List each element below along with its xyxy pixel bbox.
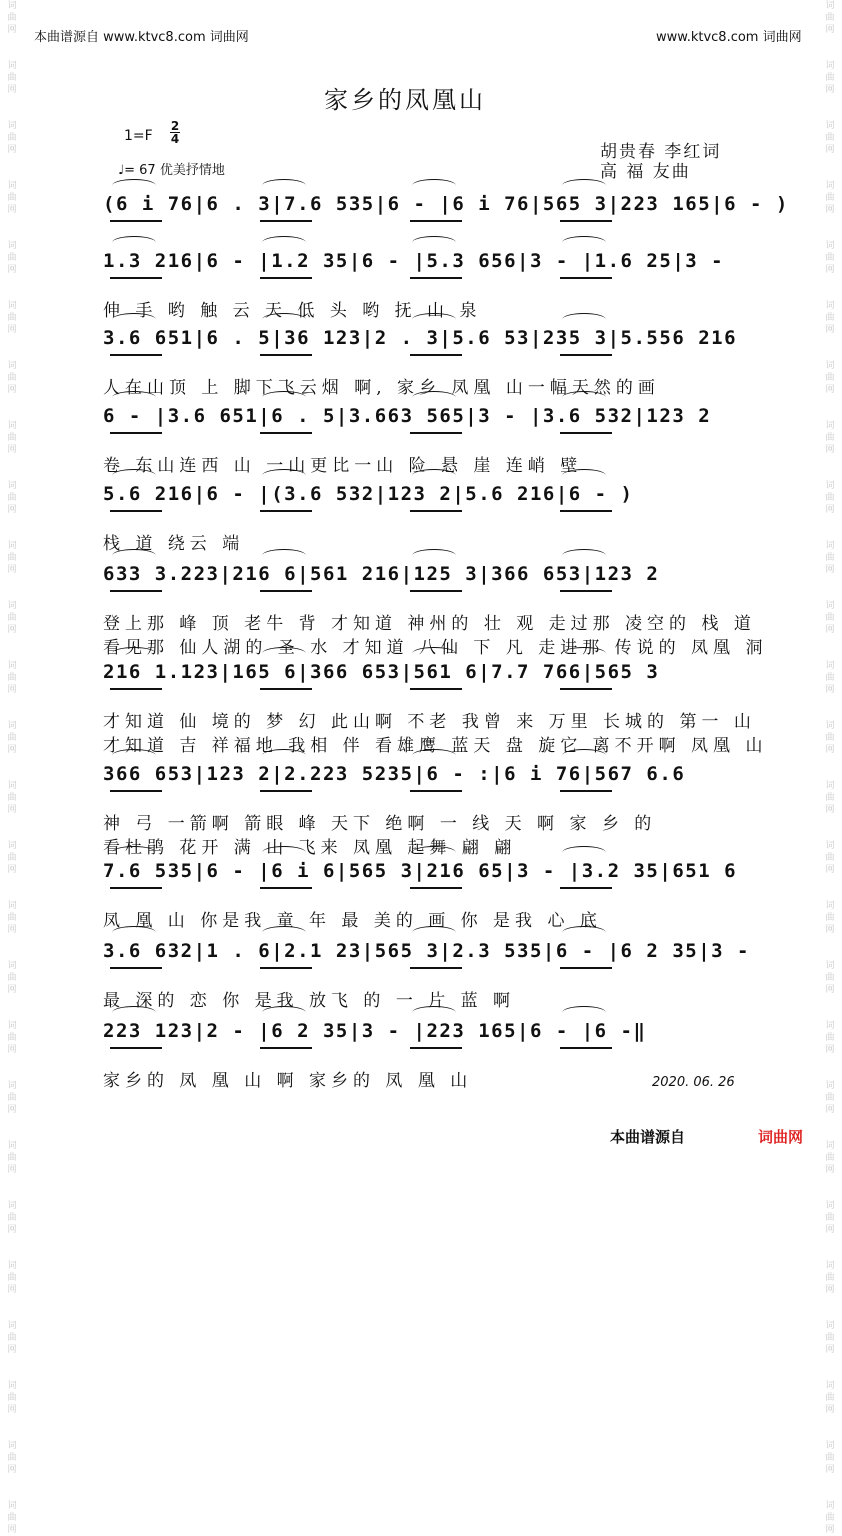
footer-source-label: 本曲谱源自: [610, 1128, 686, 1146]
slur-arc: [112, 391, 156, 404]
notation-line: 366 653|123 2|2.223 5235|6 - :|6 i 76|567 6.6: [103, 763, 686, 785]
page-title: 家乡的凤凰山: [324, 86, 486, 114]
slur-arc: [412, 391, 456, 404]
slur-arc: [562, 179, 606, 192]
beam-underline: [560, 887, 612, 889]
notation-line: 216 1.123|165 6|366 653|561 6|7.7 766|565 3: [103, 661, 660, 683]
beam-underline: [560, 967, 612, 969]
beam-underline: [560, 1047, 612, 1049]
slur-arc: [262, 549, 306, 562]
slur-arc: [112, 1006, 156, 1019]
score-row: [0, 563, 842, 658]
date: 2020. 06. 26: [652, 1075, 735, 1090]
beam-underline: [260, 790, 312, 792]
notation-line: 633 3.223|216 6|561 216|125 3|366 653|123 2: [103, 563, 660, 585]
footer-brand: 词曲网: [758, 1128, 804, 1146]
beam-underline: [260, 220, 312, 222]
slur-arc: [112, 469, 156, 482]
notation-line: 3.6 632|1 . 6|2.1 23|565 3|2.3 535|6 - |6 2 35|3 -: [103, 940, 750, 962]
slur-arc: [262, 647, 306, 660]
slur-arc: [262, 1006, 306, 1019]
notation-line: 223 123|2 - |6 2 35|3 - |223 165|6 - |6 -‖: [103, 1020, 647, 1042]
lyric-line-1: 家乡的 凤 凰 山 啊 家乡的 凤 凰 山: [103, 1071, 473, 1091]
slur-arc: [562, 749, 606, 762]
slur-arc: [262, 391, 306, 404]
slur-arc: [262, 846, 306, 859]
slur-arc: [262, 749, 306, 762]
beam-underline: [110, 510, 162, 512]
beam-underline: [410, 354, 462, 356]
slur-arc: [412, 549, 456, 562]
slur-arc: [112, 647, 156, 660]
slur-arc: [412, 1006, 456, 1019]
beam-underline: [260, 1047, 312, 1049]
slur-arc: [562, 391, 606, 404]
beam-underline: [410, 220, 462, 222]
beam-underline: [110, 432, 162, 434]
lyric-line-1: 栈 道 绕云 端: [103, 534, 245, 554]
right-side-watermark: 词 曲 网 词 曲 网 词 曲 网 词 曲 网 词 曲 网 词 曲 网 词 曲 网 词 曲 网 词 曲 网 词 曲 网 词 曲 网 词 曲 网 词 曲 网 词 曲 网 词 曲 网 词 曲 网 词 曲 网 词 曲 网 词 曲 网 词 曲 网 词 曲 网 词 曲 网 词 曲 网 词 曲 网 词 曲 网 词 曲 网: [825, 1, 835, 1535]
slur-arc: [262, 236, 306, 249]
slur-arc: [112, 846, 156, 859]
slur-arc: [262, 179, 306, 192]
slur-arc: [412, 469, 456, 482]
lyric-line-2: 才知道 吉 祥福地 我相 伴 看雄鹰 蓝天 盘 旋它 离不开啊 凤凰 山: [103, 736, 768, 756]
slur-arc: [562, 236, 606, 249]
slur-arc: [412, 313, 456, 326]
beam-underline: [110, 967, 162, 969]
lyric-line-1: 最 深的 恋 你 是我 放飞 的 一 片 蓝 啊: [103, 991, 516, 1011]
slur-arc: [562, 926, 606, 939]
slur-arc: [412, 179, 456, 192]
slur-arc: [262, 926, 306, 939]
notation-line: (6 i 76|6 . 3|7.6 535|6 - |6 i 76|565 3|223 165|6 - ): [103, 193, 789, 215]
beam-underline: [410, 432, 462, 434]
beam-underline: [260, 887, 312, 889]
beam-underline: [410, 510, 462, 512]
lyric-line-1: 登上那 峰 顶 老牛 背 才知道 神州的 壮 观 走过那 凌空的 栈 道: [103, 614, 756, 634]
slur-arc: [562, 846, 606, 859]
beam-underline: [260, 590, 312, 592]
lyric-line-1: 凤 凰 山 你是我 童 年 最 美的 画 你 是我 心 底: [103, 911, 602, 931]
slur-arc: [112, 926, 156, 939]
beam-underline: [110, 790, 162, 792]
notation-line: 6 - |3.6 651|6 . 5|3.663 565|3 - |3.6 532|123 2: [103, 405, 712, 427]
score-row: [0, 763, 842, 858]
lyric-line-1: 人在山顶 上 脚下飞云烟 啊, 家乡 凤凰 山一幅天然的画: [103, 378, 660, 398]
beam-underline: [110, 887, 162, 889]
header-source-right: www.ktvc8.com 词曲网: [656, 30, 802, 45]
beam-underline: [410, 887, 462, 889]
lyric-line-1: 才知道 仙 境的 梦 幻 此山啊 不老 我曾 来 万里 长城的 第一 山: [103, 712, 756, 732]
slur-arc: [562, 313, 606, 326]
lyric-line-2: 看见那 仙人湖的 圣 水 才知道 八仙 下 凡 走进那 传说的 凤凰 洞: [103, 638, 768, 658]
beam-underline: [560, 354, 612, 356]
slur-arc: [412, 647, 456, 660]
time-signature-top: 2: [170, 119, 180, 133]
beam-underline: [260, 510, 312, 512]
tempo-marking: ♩= 67 优美抒情地: [118, 163, 225, 178]
slur-arc: [412, 926, 456, 939]
notation-line: 1.3 216|6 - |1.2 35|6 - |5.3 656|3 - |1.6 25|3 -: [103, 250, 725, 272]
beam-underline: [560, 790, 612, 792]
beam-underline: [560, 432, 612, 434]
time-signature-bottom: 4: [170, 132, 180, 146]
beam-underline: [560, 277, 612, 279]
beam-underline: [410, 688, 462, 690]
key-signature: 1=F: [124, 128, 153, 144]
slur-arc: [112, 749, 156, 762]
notation-line: 5.6 216|6 - |(3.6 532|123 2|5.6 216|6 - ): [103, 483, 634, 505]
beam-underline: [260, 277, 312, 279]
beam-underline: [260, 354, 312, 356]
beam-underline: [560, 510, 612, 512]
beam-underline: [110, 688, 162, 690]
slur-arc: [412, 749, 456, 762]
time-signature: [170, 120, 180, 145]
beam-underline: [410, 277, 462, 279]
beam-underline: [110, 220, 162, 222]
beam-underline: [110, 1047, 162, 1049]
slur-arc: [112, 313, 156, 326]
header-source-left: 本曲谱源自 www.ktvc8.com 词曲网: [34, 30, 249, 45]
left-side-watermark: 词 曲 网 词 曲 网 词 曲 网 词 曲 网 词 曲 网 词 曲 网 词 曲 网 词 曲 网 词 曲 网 词 曲 网 词 曲 网 词 曲 网 词 曲 网 词 曲 网 词 曲 网 词 曲 网 词 曲 网 词 曲 网 词 曲 网 词 曲 网 词 曲 网 词 曲 网 词 曲 网 词 曲 网 词 曲 网 词 曲 网: [7, 1, 17, 1535]
beam-underline: [410, 967, 462, 969]
beam-underline: [110, 354, 162, 356]
beam-underline: [260, 688, 312, 690]
slur-arc: [112, 549, 156, 562]
slur-arc: [412, 846, 456, 859]
beam-underline: [260, 432, 312, 434]
slur-arc: [112, 236, 156, 249]
lyricist-credit: 胡贵春 李红词: [600, 142, 722, 162]
notation-line: 7.6 535|6 - |6 i 6|565 3|216 65|3 - |3.2 35|651 6: [103, 860, 738, 882]
beam-underline: [560, 220, 612, 222]
lyric-line-1: 伸 手 哟 触 云 天 低 头 哟 抚 山 泉: [103, 301, 482, 321]
composer-credit: 高 福 友曲: [600, 162, 691, 182]
score-row: [0, 661, 842, 756]
slur-arc: [262, 469, 306, 482]
beam-underline: [410, 1047, 462, 1049]
beam-underline: [260, 967, 312, 969]
beam-underline: [410, 590, 462, 592]
slur-arc: [562, 549, 606, 562]
lyric-line-1: 神 弓 一箭啊 箭眼 峰 天下 绝啊 一 线 天 啊 家 乡 的: [103, 814, 657, 834]
beam-underline: [560, 688, 612, 690]
slur-arc: [562, 469, 606, 482]
slur-arc: [562, 647, 606, 660]
slur-arc: [112, 179, 156, 192]
slur-arc: [562, 1006, 606, 1019]
slur-arc: [262, 313, 306, 326]
beam-underline: [110, 590, 162, 592]
lyric-line-2: 看杜鹃 花开 满 山 飞来 凤凰 起舞 翩 翩: [103, 838, 517, 858]
slur-arc: [412, 236, 456, 249]
notation-line: 3.6 651|6 . 5|36 123|2 . 3|5.6 53|235 3|5.556 216: [103, 327, 738, 349]
beam-underline: [110, 277, 162, 279]
beam-underline: [410, 790, 462, 792]
lyric-line-1: 卷 东山连西 山 一山更比一山 险 悬 崖 连峭 壁: [103, 456, 583, 476]
beam-underline: [560, 590, 612, 592]
